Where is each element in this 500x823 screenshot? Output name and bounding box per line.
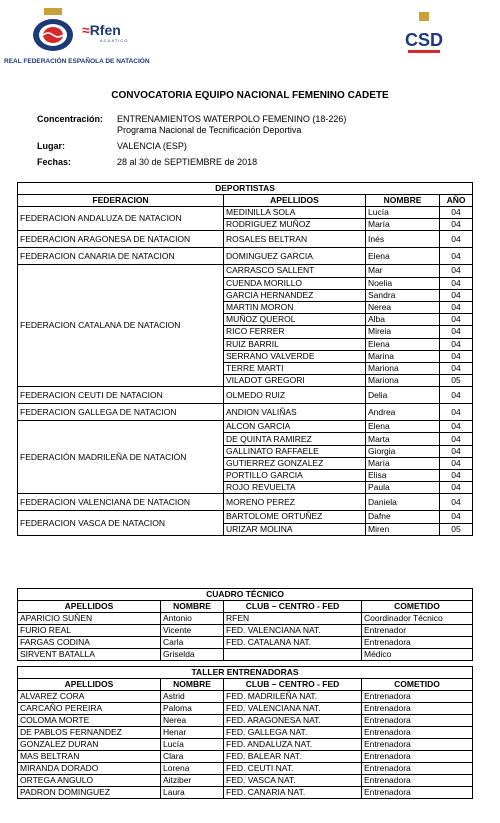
apellidos-cell: CARCAÑO PEREIRA (18, 703, 161, 715)
nombre-cell: Elena (366, 338, 440, 350)
table-row (18, 739, 473, 751)
deportistas-table (17, 182, 473, 536)
nombre-cell: Paloma (161, 703, 224, 715)
cometido-cell: Entrenadora (362, 763, 473, 775)
club-cell: FED. BALEAR NAT. (224, 751, 362, 763)
nombre-cell: Mar (366, 265, 440, 277)
apellidos-cell: GONZALEZ DURAN (18, 739, 161, 751)
page-title: CONVOCATORIA EQUIPO NACIONAL FEMENINO CADETE (111, 90, 389, 101)
club-cell: FED. MADRILEÑA NAT. (224, 691, 362, 703)
cometido-cell: Entrenadora (362, 751, 473, 763)
section-row (18, 667, 473, 679)
ano-cell: 04 (440, 404, 473, 421)
club-cell: FED. VALENCIANA NAT. (224, 625, 362, 637)
apellidos-cell: ORTEGA ANGULO (18, 775, 161, 787)
ano-cell: 04 (440, 248, 473, 265)
apellidos-cell: MAS BELTRAN (18, 751, 161, 763)
cometido-cell: Coordinador Técnico (362, 613, 473, 625)
nombre-cell: Marina (366, 350, 440, 362)
ano-cell: 04 (440, 362, 473, 374)
cometido-cell: Entrenadora (362, 787, 473, 799)
apellidos-cell: GUTIERREZ GONZALEZ (224, 457, 366, 469)
apellidos-cell: ROJO REVUELTA (224, 482, 366, 494)
apellidos-cell: MIRANDA DORADO (18, 763, 161, 775)
nombre-cell: Carla (161, 637, 224, 649)
club-cell: FED. VASCA NAT. (224, 775, 362, 787)
section-row (18, 183, 473, 195)
nombre-cell: Sandra (366, 289, 440, 301)
column-header: NOMBRE (161, 679, 224, 691)
federation-name: FEDERACION ANDALUZA DE NATACION (18, 207, 224, 231)
federation-name: FEDERACION ARAGONESA DE NATACION (18, 231, 224, 248)
nombre-cell: Clara (161, 751, 224, 763)
apellidos-cell: SERRANO VALVERDE (224, 350, 366, 362)
column-header: COMETIDO (362, 601, 473, 613)
header-row (18, 601, 473, 613)
nombre-cell: Marta (366, 433, 440, 445)
club-cell: FED. ARAGONESA NAT. (224, 715, 362, 727)
apellidos-cell: VILADOT GREGORI (224, 375, 366, 387)
table-row (18, 248, 473, 265)
nombre-cell: Elena (366, 421, 440, 433)
ano-cell: 04 (440, 338, 473, 350)
apellidos-cell: FARGAS CODINA (18, 637, 161, 649)
club-cell: FED. ANDALUZA NAT. (224, 739, 362, 751)
ano-cell: 04 (440, 511, 473, 523)
federation-name: FEDERACION GALLEGA DE NATACION (18, 404, 224, 421)
column-header: NOMBRE (161, 601, 224, 613)
apellidos-cell: RICO FERRER (224, 326, 366, 338)
cometido-cell: Médico (362, 649, 473, 661)
column-header: APELLIDOS (18, 601, 161, 613)
nombre-cell: Alba (366, 314, 440, 326)
cometido-cell: Entrenadora (362, 637, 473, 649)
nombre-cell: Dafne (366, 511, 440, 523)
apellidos-cell: MUÑOZ QUEROL (224, 314, 366, 326)
federation-name: FEDERACIÓN MADRILEÑA DE NATACIÓN (18, 421, 224, 494)
club-cell: FED. CATALANA NAT. (224, 637, 362, 649)
nombre-cell: Mireia (366, 326, 440, 338)
cometido-cell: Entrenadora (362, 739, 473, 751)
federation-name: FEDERACION VASCA DE NATACION (18, 511, 224, 535)
ano-cell: 04 (440, 277, 473, 289)
apellidos-cell: SIRVENT BATALLA (18, 649, 161, 661)
ano-cell: 04 (440, 231, 473, 248)
apellidos-cell: CARRASCO SALLENT (224, 265, 366, 277)
club-cell: FED. CEUTI NAT. (224, 763, 362, 775)
table-row (18, 637, 473, 649)
column-header: APELLIDOS (18, 679, 161, 691)
ano-cell: 04 (440, 421, 473, 433)
header-row (18, 195, 473, 207)
apellidos-cell: DOMINGUEZ GARCIA (224, 248, 366, 265)
ano-cell: 04 (440, 494, 473, 511)
column-header: CLUB – CENTRO - FED (224, 601, 362, 613)
nombre-cell: Elisa (366, 470, 440, 482)
cuadro-tecnico-table (17, 588, 473, 661)
section-title: DEPORTISTAS (18, 183, 473, 195)
table-row (18, 763, 473, 775)
nombre-cell: Astrid (161, 691, 224, 703)
nombre-cell: Lucía (161, 739, 224, 751)
ano-cell: 04 (440, 350, 473, 362)
cometido-cell: Entrenadora (362, 691, 473, 703)
apellidos-cell: FURIO REAL (18, 625, 161, 637)
nombre-cell: Aitziber (161, 775, 224, 787)
apellidos-cell: COLOMA MORTE (18, 715, 161, 727)
ano-cell: 04 (440, 301, 473, 313)
federation-name: FEDERACION VALENCIANA DE NATACION (18, 494, 224, 511)
nombre-cell: Noelia (366, 277, 440, 289)
apellidos-cell: RUIZ BARRIL (224, 338, 366, 350)
ano-cell: 04 (440, 457, 473, 469)
table-row (18, 649, 473, 661)
section-title: CUADRO TÉCNICO (18, 589, 473, 601)
apellidos-cell: PORTILLO GARCIA (224, 470, 366, 482)
federation-name: FEDERACION CEUTI DE NATACION (18, 387, 224, 404)
nombre-cell: Vicente (161, 625, 224, 637)
ano-cell: 04 (440, 470, 473, 482)
cometido-cell: Entrenador (362, 625, 473, 637)
apellidos-cell: DE QUINTA RAMIREZ (224, 433, 366, 445)
csd-logo (404, 12, 444, 56)
column-header: COMETIDO (362, 679, 473, 691)
table-row (18, 494, 473, 511)
table-row (18, 715, 473, 727)
column-header: CLUB – CENTRO - FED (224, 679, 362, 691)
apellidos-cell: GALLINATO RAFFAELE (224, 445, 366, 457)
nombre-cell: María (366, 219, 440, 231)
ano-cell: 04 (440, 387, 473, 404)
section-row (18, 589, 473, 601)
nombre-cell: Lorena (161, 763, 224, 775)
ano-cell: 05 (440, 523, 473, 535)
apellidos-cell: APARICIO SUÑEN (18, 613, 161, 625)
ano-cell: 04 (440, 482, 473, 494)
ano-cell: 04 (440, 314, 473, 326)
nombre-cell: Antonio (161, 613, 224, 625)
apellidos-cell: RODRIGUEZ MUÑOZ (224, 219, 366, 231)
svg-text:CSD: CSD (404, 30, 444, 50)
ano-cell: 04 (440, 326, 473, 338)
table-row (18, 625, 473, 637)
nombre-cell: Daniela (366, 494, 440, 511)
nombre-cell: Inés (366, 231, 440, 248)
apellidos-cell: MEDINILLA SOLA (224, 207, 366, 219)
table-row (18, 511, 473, 523)
apellidos-cell: DE PABLOS FERNANDEZ (18, 727, 161, 739)
column-header: FEDERACION (18, 195, 224, 207)
nombre-cell: Griselda (161, 649, 224, 661)
ano-cell: 04 (440, 219, 473, 231)
apellidos-cell: MORENO PEREZ (224, 494, 366, 511)
apellidos-cell: TERRE MARTI (224, 362, 366, 374)
apellidos-cell: ALVAREZ CORA (18, 691, 161, 703)
table-row (18, 751, 473, 763)
ano-cell: 04 (440, 289, 473, 301)
apellidos-cell: PADRON DOMINGUEZ (18, 787, 161, 799)
table-row (18, 691, 473, 703)
header-row (18, 679, 473, 691)
table-row (18, 404, 473, 421)
apellidos-cell: CUENDA MORILLO (224, 277, 366, 289)
club-cell: FED. CANARIA NAT. (224, 787, 362, 799)
apellidos-cell: URIZAR MOLINA (224, 523, 366, 535)
cometido-cell: Entrenadora (362, 775, 473, 787)
table-row (18, 387, 473, 404)
nombre-cell: Delia (366, 387, 440, 404)
page-header (0, 0, 500, 80)
table-row (18, 703, 473, 715)
apellidos-cell: MARTIN MORON (224, 301, 366, 313)
nombre-cell: María (366, 457, 440, 469)
club-cell: FED. GALLEGA NAT. (224, 727, 362, 739)
nombre-cell: Giorgia (366, 445, 440, 457)
column-header: APELLIDOS (224, 195, 366, 207)
section-title: TALLER ENTRENADORAS (18, 667, 473, 679)
cometido-cell: Entrenadora (362, 715, 473, 727)
apellidos-cell: ROSALES BELTRAN (224, 231, 366, 248)
nombre-cell: Miren (366, 523, 440, 535)
cometido-cell: Entrenadora (362, 703, 473, 715)
ano-cell: 04 (440, 265, 473, 277)
nombre-cell: Andrea (366, 404, 440, 421)
nombre-cell: Mariona (366, 362, 440, 374)
club-cell (224, 649, 362, 661)
apellidos-cell: GARCIA HERNANDEZ (224, 289, 366, 301)
apellidos-cell: ALCON GARCIA (224, 421, 366, 433)
club-cell: FED. VALENCIANA NAT. (224, 703, 362, 715)
ano-cell: 04 (440, 207, 473, 219)
nombre-cell: Laura (161, 787, 224, 799)
ano-cell: 04 (440, 433, 473, 445)
table-row (18, 613, 473, 625)
nombre-cell: Nerea (366, 301, 440, 313)
cometido-cell: Entrenadora (362, 727, 473, 739)
ano-cell: 04 (440, 445, 473, 457)
table-row (18, 231, 473, 248)
apellidos-cell: BARTOLOME ORTUÑEZ (224, 511, 366, 523)
nombre-cell: Elena (366, 248, 440, 265)
table-row (18, 727, 473, 739)
org-name: REAL FEDERACIÓN ESPAÑOLA DE NATACIÓN (4, 58, 150, 65)
club-cell: RFEN (224, 613, 362, 625)
table-row (18, 421, 473, 433)
federation-name: FEDERACION CANARIA DE NATACION (18, 248, 224, 265)
nombre-cell: Lucía (366, 207, 440, 219)
federation-name: FEDERACION CATALANA DE NATACION (18, 265, 224, 387)
apellidos-cell: OLMEDO RUIZ (224, 387, 366, 404)
nombre-cell: Henar (161, 727, 224, 739)
column-header: AÑO (440, 195, 473, 207)
table-row (18, 265, 473, 277)
table-row (18, 787, 473, 799)
nombre-cell: Mariona (366, 375, 440, 387)
table-row (18, 775, 473, 787)
ano-cell: 05 (440, 375, 473, 387)
nombre-cell: Nerea (161, 715, 224, 727)
nombre-cell: Paula (366, 482, 440, 494)
rfen-crest-logo (30, 8, 76, 54)
rfen-logo: ≈Rfen ACUATICO (82, 22, 129, 43)
taller-entrenadoras-table (17, 666, 473, 799)
apellidos-cell: ANDION VALIÑAS (224, 404, 366, 421)
column-header: NOMBRE (366, 195, 440, 207)
table-row (18, 207, 473, 219)
